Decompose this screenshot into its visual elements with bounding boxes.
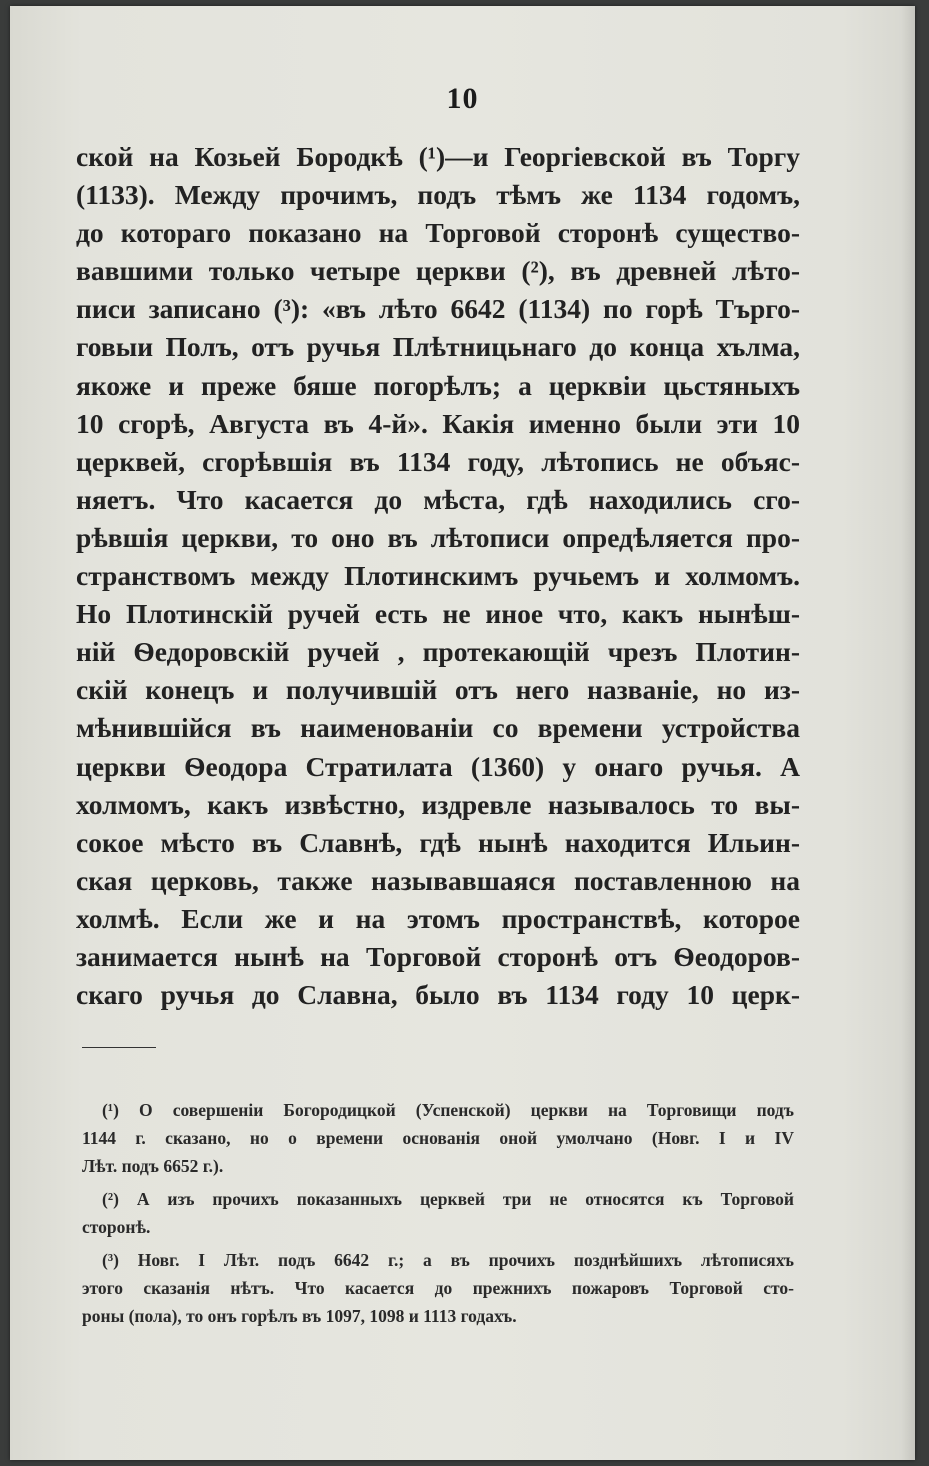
page-number: 10 <box>446 82 479 115</box>
body-line: сокое мѣсто въ Славнѣ, гдѣ нынѣ находится Ильин- <box>76 826 800 858</box>
footnote-1 <box>82 1096 794 1180</box>
body-line: холмѣ. Если же и на этомъ пространствѣ, которое <box>76 902 800 934</box>
body-line: 10 сгорѣ, Августа въ 4-й». Какія именно были эти 10 <box>76 407 800 439</box>
body-line: занимается нынѣ на Торговой сторонѣ отъ Ѳеодоров- <box>76 940 800 972</box>
body-line: до котораго показано на Торговой сторонѣ существо- <box>76 217 800 249</box>
footnote-3 <box>82 1246 794 1330</box>
body-line: Но Плотинскій ручей есть не иное что, какъ нынѣш- <box>76 598 800 630</box>
body-line: рѣвшія церкви, то оно въ лѣтописи опредѣляется про- <box>76 521 800 553</box>
footnote-line: (³) Новг. I Лѣт. подъ 6642 г.; а въ прочихъ позднѣйшихъ лѣтописяхъ <box>102 1250 794 1270</box>
body-text <box>76 138 800 1014</box>
body-line: писи записано (³): «въ лѣто 6642 (1134) по горѣ Търго- <box>76 293 800 325</box>
body-line: холмомъ, какъ извѣстно, издревле называлось то вы- <box>76 788 800 820</box>
footnote-2 <box>82 1185 794 1241</box>
body-line: церкви Ѳеодора Стратилата (1360) у онаго ручья. А <box>76 750 800 782</box>
book-page <box>10 6 915 1460</box>
body-line: ній Ѳедоровскій ручей , протекающій чрезъ Плотин- <box>76 636 800 668</box>
body-line: говыи Полъ, отъ ручья Плѣтницьнаго до конца хълма, <box>76 331 800 363</box>
footnote-separator <box>82 1047 156 1048</box>
footnote-line: Лѣт. подъ 6652 г.). <box>82 1156 224 1176</box>
body-line: вавшими только четыре церкви (²), въ древней лѣто- <box>76 255 800 287</box>
body-line: скій конецъ и получившій отъ него названіе, но из- <box>76 674 800 706</box>
body-line: якоже и преже бяше погорѣлъ; а церквіи цьстяныхъ <box>76 369 800 401</box>
footnote-line: (²) А изъ прочихъ показанныхъ церквей три не относятся къ Торговой <box>102 1189 794 1209</box>
footnote-line: этого сказанія нѣтъ. Что касается до прежнихъ пожаровъ Торговой сто- <box>82 1278 794 1298</box>
footnote-line: роны (пола), то онъ горѣлъ въ 1097, 1098 и 1113 годахъ. <box>82 1306 517 1326</box>
footnote-line: (¹) О совершеніи Богородицкой (Успенской) церкви на Торговищи подъ <box>102 1100 794 1120</box>
body-line: мѣнившійся въ наименованіи со времени устройства <box>76 712 800 744</box>
body-line: странствомъ между Плотинскимъ ручьемъ и холмомъ. <box>76 560 800 592</box>
page-edge-shadow <box>901 6 915 1460</box>
body-line: няетъ. Что касается до мѣста, гдѣ находились сго- <box>76 483 800 515</box>
footnote-line: сторонѣ. <box>82 1217 151 1237</box>
body-line: церквей, сгорѣвшія въ 1134 году, лѣтопись не объяс- <box>76 445 800 477</box>
body-line: ской на Козьей Бородкѣ (¹)—и Георгіевской въ Торгу <box>76 141 800 172</box>
body-line: ская церковь, также называвшаяся поставленною на <box>76 864 800 896</box>
body-line: скаго ручья до Славна, было въ 1134 году 10 церк- <box>76 979 800 1011</box>
footnotes <box>82 1096 794 1335</box>
footnote-line: 1144 г. сказано, но о времени основанія оной умолчано (Новг. I и IV <box>82 1128 794 1148</box>
body-line: (1133). Между прочимъ, подъ тѣмъ же 1134 годомъ, <box>76 179 800 211</box>
